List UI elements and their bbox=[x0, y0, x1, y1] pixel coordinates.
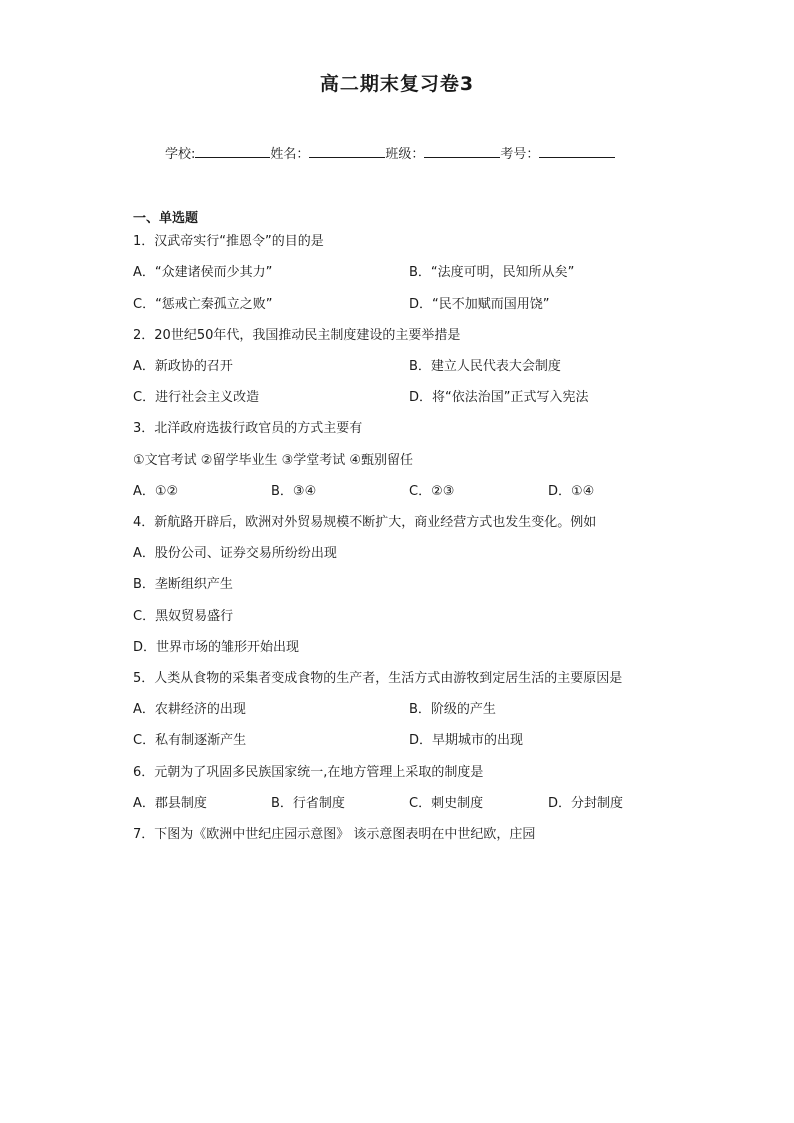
student-info-row bbox=[165, 143, 615, 162]
option-a[interactable]: A．股份公司、证券交易所纷纷出现 bbox=[133, 546, 337, 561]
option-d[interactable]: D．①④ bbox=[548, 484, 595, 499]
question-stem: 6．元朝为了巩固多民族国家统一,在地方管理上采取的制度是 bbox=[133, 765, 484, 780]
option-a[interactable]: A．郡县制度 bbox=[133, 796, 207, 811]
section-heading: 一、单选题 bbox=[133, 211, 199, 226]
option-c[interactable]: C．刺史制度 bbox=[409, 796, 484, 811]
question-stem: 1．汉武帝实行“推恩令”的目的是 bbox=[133, 234, 324, 249]
question-stem: 4．新航路开辟后，欧洲对外贸易规模不断扩大，商业经营方式也发生变化。例如 bbox=[133, 515, 597, 530]
option-d[interactable]: D．世界市场的雏形开始出现 bbox=[133, 640, 300, 655]
option-c[interactable]: C．黑奴贸易盛行 bbox=[133, 609, 234, 624]
option-a[interactable]: A．农耕经济的出现 bbox=[133, 702, 246, 717]
question-sub-items: ①文官考试 ②留学毕业生 ③学堂考试 ④甄别留任 bbox=[133, 453, 414, 468]
option-b[interactable]: B．行省制度 bbox=[271, 796, 345, 811]
option-d[interactable]: D．“民不加赋而国用饶” bbox=[409, 297, 550, 312]
page-title: 高二期末复习卷3 bbox=[319, 73, 475, 95]
option-b[interactable]: B．③④ bbox=[271, 484, 317, 499]
name-label: 姓名： bbox=[270, 147, 310, 162]
option-a[interactable]: A．新政协的召开 bbox=[133, 359, 233, 374]
option-c[interactable]: C．②③ bbox=[409, 484, 455, 499]
exam-no-field bbox=[500, 143, 615, 162]
school-blank[interactable] bbox=[195, 143, 270, 158]
option-c[interactable]: C．“惩戒亡秦孤立之败” bbox=[133, 297, 273, 312]
class-blank[interactable] bbox=[424, 143, 500, 158]
question-stem: 2．20世纪50年代，我国推动民主制度建设的主要举措是 bbox=[133, 328, 461, 343]
class-field bbox=[385, 143, 500, 162]
option-b[interactable]: B．垄断组织产生 bbox=[133, 577, 233, 592]
option-d[interactable]: D．早期城市的出现 bbox=[409, 733, 524, 748]
option-c[interactable]: C．进行社会主义改造 bbox=[133, 390, 260, 405]
school-field bbox=[165, 143, 270, 162]
option-a[interactable]: A．“众建诸侯而少其力” bbox=[133, 265, 273, 280]
option-b[interactable]: B．“法度可明，民知所从矣” bbox=[409, 265, 575, 280]
class-label: 班级： bbox=[385, 147, 425, 162]
school-label: 学校: bbox=[165, 147, 196, 162]
question-stem: 3．北洋政府选拔行政官员的方式主要有 bbox=[133, 421, 363, 436]
option-c[interactable]: C．私有制逐渐产生 bbox=[133, 733, 247, 748]
question-stem: 5．人类从食物的采集者变成食物的生产者，生活方式由游牧到定居生活的主要原因是 bbox=[133, 671, 623, 686]
exam-no-blank[interactable] bbox=[539, 143, 615, 158]
question-stem: 7．下图为《欧洲中世纪庄园示意图》 该示意图表明在中世纪欧，庄园 bbox=[133, 827, 536, 842]
option-d[interactable]: D．将“依法治国”正式写入宪法 bbox=[409, 390, 589, 405]
name-blank[interactable] bbox=[309, 143, 385, 158]
name-field bbox=[270, 143, 385, 162]
option-a[interactable]: A．①② bbox=[133, 484, 179, 499]
exam-no-label: 考号： bbox=[500, 147, 540, 162]
option-b[interactable]: B．建立人民代表大会制度 bbox=[409, 359, 561, 374]
option-d[interactable]: D．分封制度 bbox=[548, 796, 624, 811]
option-b[interactable]: B．阶级的产生 bbox=[409, 702, 496, 717]
